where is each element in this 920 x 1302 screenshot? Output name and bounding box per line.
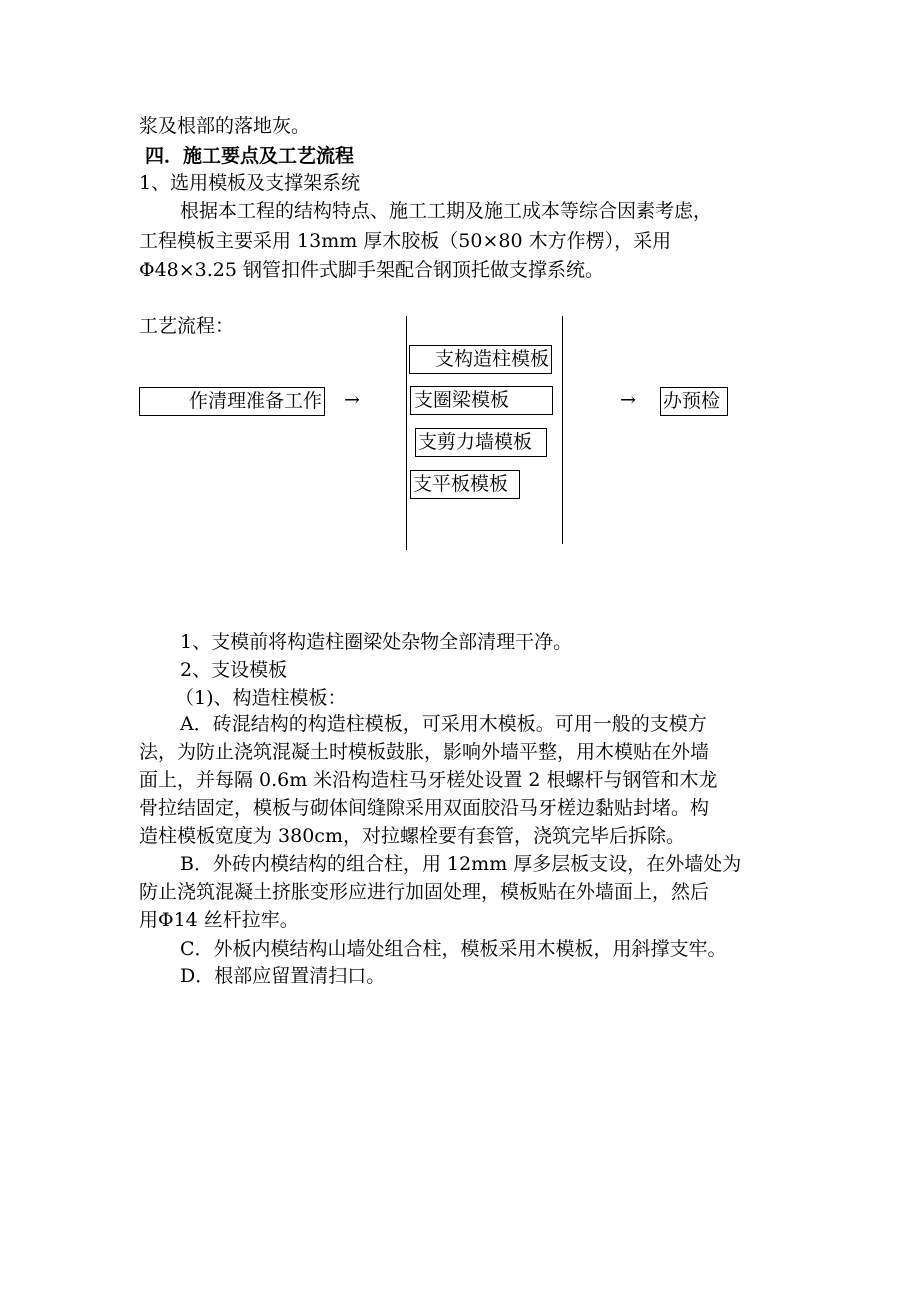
paragraph-line: Φ48×3.25 钢管扣件式脚手架配合钢顶托做支撑系统。 bbox=[139, 259, 605, 281]
section-heading: 四．施工要点及工艺流程 bbox=[145, 145, 355, 167]
paragraph-line: 防止浇筑混凝土挤胀变形应进行加固处理，模板贴在外墙面上，然后 bbox=[139, 881, 710, 903]
list-subitem-column-formwork: （1)、构造柱模板： bbox=[175, 687, 347, 709]
paragraph-line: A．砖混结构的构造柱模板，可采用木模板。可用一般的支模方 bbox=[180, 713, 707, 735]
flow-end-box: 办预检 bbox=[660, 387, 728, 416]
paragraph-line: 骨拉结固定，模板与砌体间缝隙采用双面胶沿马牙槎边黏贴封堵。构 bbox=[139, 797, 710, 819]
flow-divider-right bbox=[562, 316, 563, 544]
list-item-clean: 1、支模前将构造柱圈梁处杂物全部清理干净。 bbox=[180, 631, 573, 653]
paragraph-d: D．根部应留置清扫口。 bbox=[180, 965, 386, 987]
line-residue: 浆及根部的落地灰。 bbox=[139, 115, 311, 137]
flow-start-box: 作清理准备工作 bbox=[139, 387, 325, 416]
flow-step-box: 支圈梁模板 bbox=[410, 386, 553, 415]
paragraph-line: 工程模板主要采用 13mm 厚木胶板（50×80 木方作楞），采用 bbox=[139, 230, 672, 252]
flow-divider-left bbox=[406, 316, 407, 550]
paragraph-line: 用Φ14 丝杆拉牢。 bbox=[139, 909, 299, 931]
subsection-title: 1、选用模板及支撑架系统 bbox=[139, 172, 361, 194]
paragraph-c: C．外板内模结构山墙处组合柱，模板采用木模板，用斜撑支牢。 bbox=[180, 938, 727, 960]
flow-label: 工艺流程： bbox=[139, 315, 235, 337]
paragraph-line: 面上，并每隔 0.6m 米沿构造柱马牙槎处设置 2 根螺杆与钢管和木龙 bbox=[139, 769, 718, 791]
flow-step-box: 支平板模板 bbox=[410, 470, 520, 499]
paragraph-line: B．外砖内模结构的组合柱，用 12mm 厚多层板支设，在外墙处为 bbox=[180, 853, 742, 875]
list-item-formwork: 2、支设模板 bbox=[180, 659, 288, 681]
paragraph-line: 根据本工程的结构特点、施工工期及施工成本等综合因素考虑， bbox=[180, 200, 713, 222]
paragraph-line: 造柱模板宽度为 380cm，对拉螺栓要有套管，浇筑完毕后拆除。 bbox=[139, 825, 685, 847]
flow-step-box: 支剪力墙模板 bbox=[415, 428, 547, 457]
flow-step-box: 支构造柱模板 bbox=[409, 345, 552, 374]
flow-arrow-icon: → bbox=[344, 389, 360, 411]
flow-arrow-icon: → bbox=[620, 389, 636, 411]
paragraph-line: 法，为防止浇筑混凝土时模板鼓胀，影响外墙平整，用木模贴在外墙 bbox=[139, 741, 710, 763]
